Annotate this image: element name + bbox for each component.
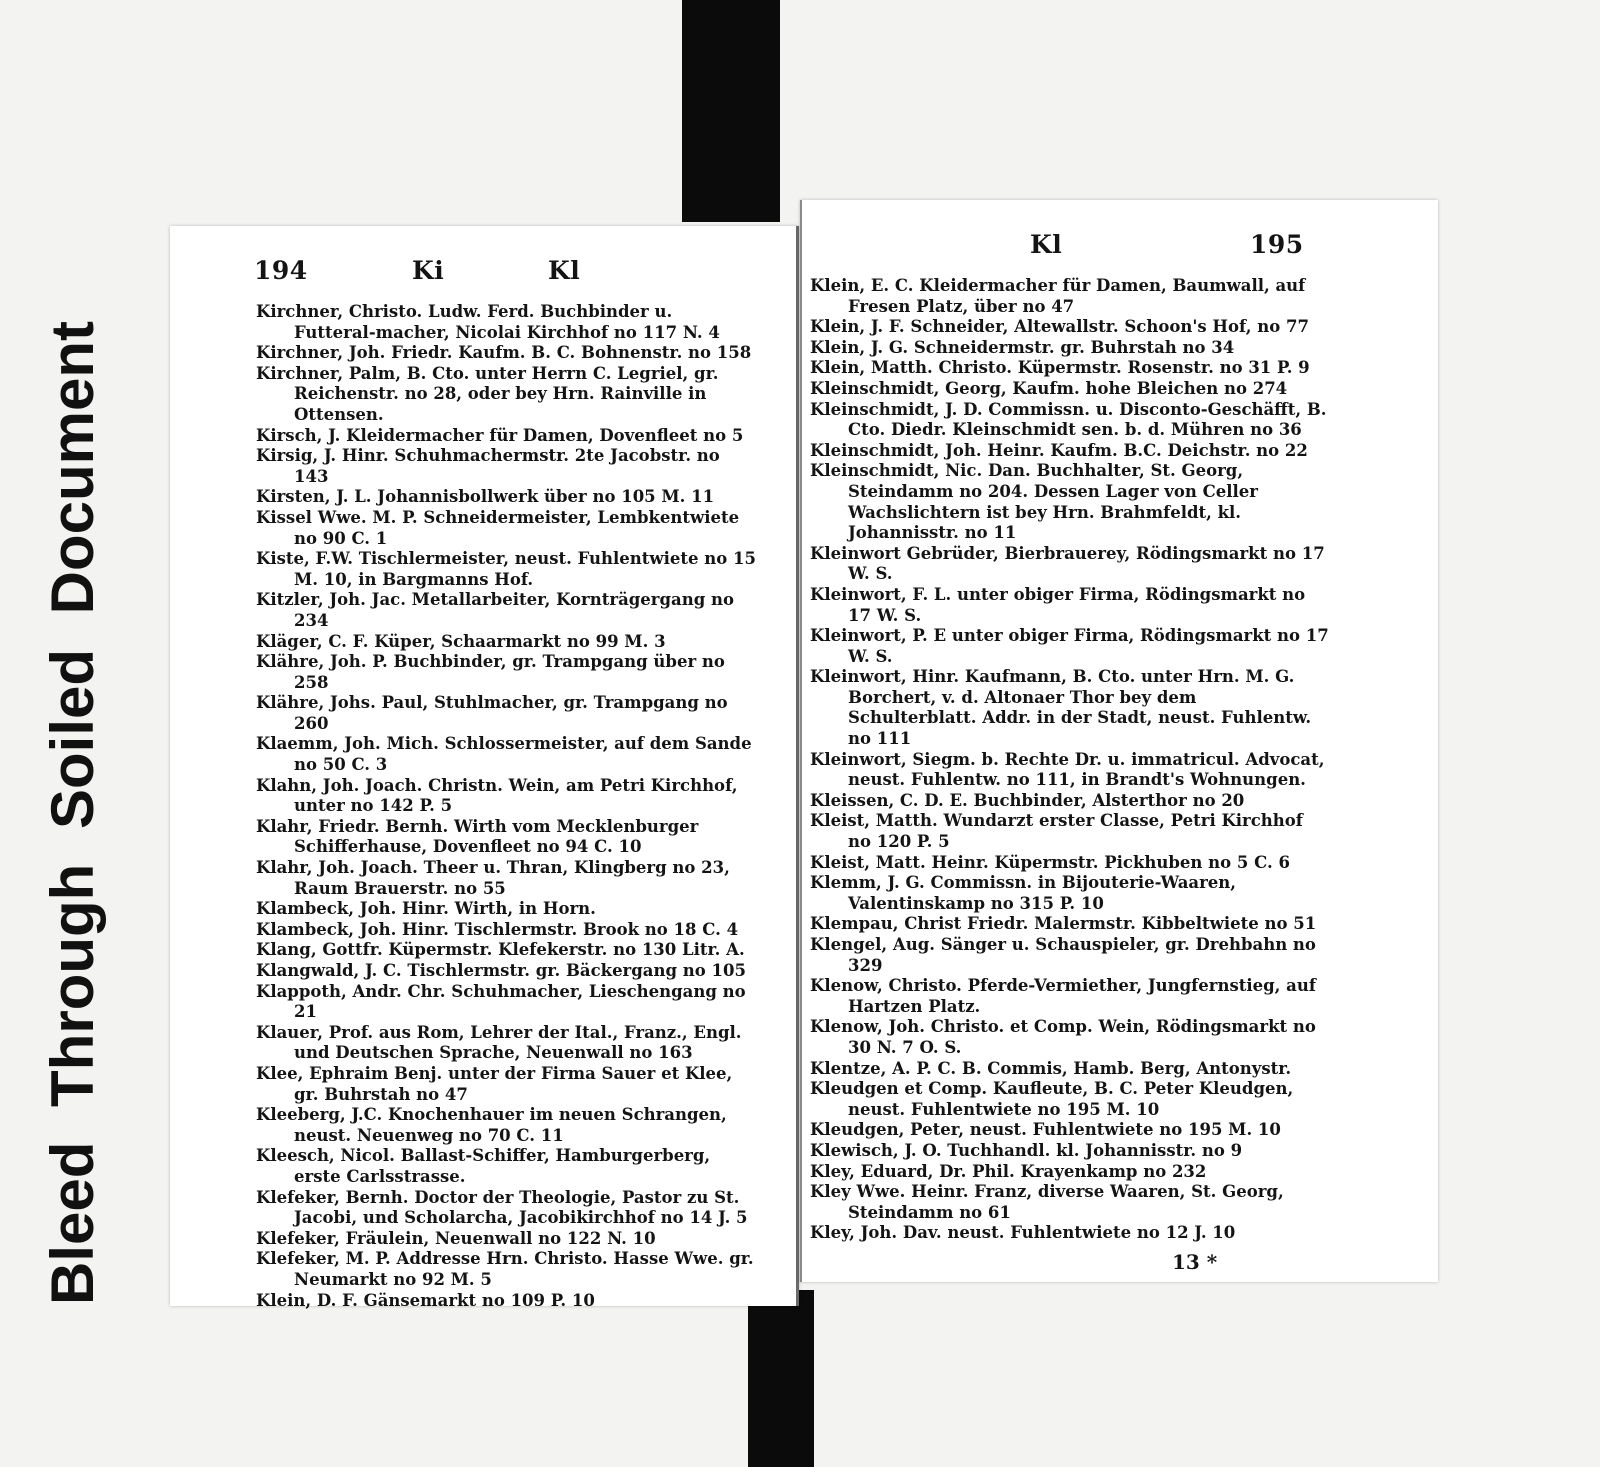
right-entry-list xyxy=(810,276,1330,1244)
directory-entry: Klambeck, Joh. Hinr. Wirth, in Horn. xyxy=(256,899,596,919)
directory-entry: Kleinwort, Siegm. b. Rechte Dr. u. immatricul. Advocat, neust. Fuhlentw. no 111, in Brandt's Wohnungen. xyxy=(810,749,1325,790)
directory-entry: Kleinwort, P. E unter obiger Firma, Rödingsmarkt no 17 W. S. xyxy=(810,626,1329,666)
directory-entry: Klengel, Aug. Sänger u. Schauspieler, gr. Drehbahn no 329 xyxy=(810,935,1316,975)
directory-entry: Kissel Wwe. M. P. Schneidermeister, Lembkentwiete no 90 C. 1 xyxy=(256,507,740,548)
directory-entry: Kley, Eduard, Dr. Phil. Krayenkamp no 232 xyxy=(810,1161,1207,1181)
directory-entry: Kirchner, Christo. Ludw. Ferd. Buchbinder u. Futteral-macher, Nicolai Kirchhof no 117 N. 4 xyxy=(256,302,720,342)
directory-entry: Klein, J. F. Schneider, Altewallstr. Schoon's Hof, no 77 xyxy=(810,317,1309,337)
page-number-right: 195 xyxy=(1250,230,1304,259)
directory-entry: Kirsch, J. Kleidermacher für Damen, Dovenfleet no 5 xyxy=(256,425,744,445)
running-head-right: Kl xyxy=(548,256,581,285)
directory-entry: Kleinschmidt, J. D. Commissn. u. Disconto-Geschäfft, B. Cto. Diedr. Kleinschmidt sen. b. d. Mühren no 36 xyxy=(810,399,1327,440)
directory-entry: Klein, E. C. Kleidermacher für Damen, Baumwall, auf Fresen Platz, über no 47 xyxy=(810,276,1306,316)
directory-entry: Klähre, Joh. P. Buchbinder, gr. Trampgang über no 258 xyxy=(256,652,725,692)
directory-entry: Klein, Matth. Christo. Küpermstr. Rosenstr. no 31 P. 9 xyxy=(810,358,1310,378)
directory-entry: Klähre, Johs. Paul, Stuhlmacher, gr. Trampgang no 260 xyxy=(256,693,728,733)
directory-entry: Klauer, Prof. aus Rom, Lehrer der Ital., Franz., Engl. und Deutschen Sprache, Neuenwall no 163 xyxy=(256,1022,742,1063)
directory-entry: Kley Wwe. Heinr. Franz, diverse Waaren, St. Georg, Steindamm no 61 xyxy=(810,1182,1284,1222)
directory-entry: Klee, Ephraim Benj. unter der Firma Sauer et Klee, gr. Buhrstah no 47 xyxy=(256,1063,733,1104)
directory-entry: Kläger, C. F. Küper, Schaarmarkt no 99 M. 3 xyxy=(256,631,666,651)
directory-entry: Kleist, Matth. Wundarzt erster Classe, Petri Kirchhof no 120 P. 5 xyxy=(810,811,1303,852)
directory-entry: Kleudgen et Comp. Kaufleute, B. C. Peter Kleudgen, neust. Fuhlentwiete no 195 M. 10 xyxy=(810,1079,1294,1119)
directory-entry: Klein, J. G. Schneidermstr. gr. Buhrstah no 34 xyxy=(810,337,1235,357)
directory-entry: Klaemm, Joh. Mich. Schlossermeister, auf dem Sande no 50 C. 3 xyxy=(256,734,752,775)
directory-entry: Klefeker, Bernh. Doctor der Theologie, Pastor zu St. Jacobi, und Scholarcha, Jacobikirchhof no 14 J. 5 xyxy=(256,1187,748,1228)
directory-entry: Klahr, Friedr. Bernh. Wirth vom Mecklenburger Schifferhause, Dovenfleet no 94 C. 10 xyxy=(256,816,699,857)
directory-entry: Klewisch, J. O. Tuchhandl. kl. Johannisstr. no 9 xyxy=(810,1140,1243,1160)
directory-entry: Kirchner, Joh. Friedr. Kaufm. B. C. Bohnenstr. no 158 xyxy=(256,343,752,363)
directory-entry: Kirchner, Palm, B. Cto. unter Herrn C. Legriel, gr. Reichenstr. no 28, oder bey Hrn. Rainville in Ottensen. xyxy=(256,363,719,424)
page-number-left: 194 xyxy=(254,256,308,285)
running-head-center: Kl xyxy=(1030,230,1063,259)
directory-entry: Kleist, Matt. Heinr. Küpermstr. Pickhuben no 5 C. 6 xyxy=(810,852,1290,872)
directory-entry: Klenow, Christo. Pferde-Vermiether, Jungfernstieg, auf Hartzen Platz. xyxy=(810,976,1316,1016)
binding-strip-top xyxy=(682,0,780,222)
directory-entry: Klempau, Christ Friedr. Malermstr. Kibbeltwiete no 51 xyxy=(810,914,1317,934)
directory-entry: Kiste, F.W. Tischlermeister, neust. Fuhlentwiete no 15 M. 10, in Bargmanns Hof. xyxy=(256,549,756,589)
directory-entry: Kirsten, J. L. Johannisbollwerk über no 105 M. 11 xyxy=(256,487,715,507)
directory-entry: Kleeberg, J.C. Knochenhauer im neuen Schrangen, neust. Neuenweg no 70 C. 11 xyxy=(256,1105,727,1145)
directory-entry: Kleinwort, F. L. unter obiger Firma, Rödingsmarkt no 17 W. S. xyxy=(810,584,1306,625)
left-entry-list xyxy=(256,302,756,1311)
right-page xyxy=(800,200,1438,1282)
directory-entry: Klang, Gottfr. Küpermstr. Klefekerstr. no 130 Litr. A. xyxy=(256,940,745,960)
directory-entry: Klentze, A. P. C. B. Commis, Hamb. Berg, Antonystr. xyxy=(810,1058,1292,1078)
directory-entry: Klappoth, Andr. Chr. Schuhmacher, Lieschengang no 21 xyxy=(256,981,746,1022)
directory-entry: Klambeck, Joh. Hinr. Tischlermstr. Brook no 18 C. 4 xyxy=(256,919,739,939)
directory-entry: Klefeker, M. P. Addresse Hrn. Christo. Hasse Wwe. gr. Neumarkt no 92 M. 5 xyxy=(256,1249,754,1289)
directory-entry: Klahr, Joh. Joach. Theer u. Thran, Klingberg no 23, Raum Brauerstr. no 55 xyxy=(256,858,730,898)
directory-entry: Kitzler, Joh. Jac. Metallarbeiter, Kornträgergang no 234 xyxy=(256,590,734,630)
directory-entry: Klangwald, J. C. Tischlermstr. gr. Bäckergang no 105 xyxy=(256,961,746,980)
running-head-left: Ki xyxy=(412,256,445,285)
signature-mark: 13 * xyxy=(1172,1250,1218,1274)
directory-entry: Kleesch, Nicol. Ballast-Schiffer, Hamburgerberg, erste Carlsstrasse. xyxy=(256,1146,711,1186)
directory-entry: Kleinschmidt, Joh. Heinr. Kaufm. B.C. Deichstr. no 22 xyxy=(810,440,1308,460)
right-page-header xyxy=(802,230,1438,270)
directory-entry: Kleinwort, Hinr. Kaufmann, B. Cto. unter Hrn. M. G. Borchert, v. d. Altonaer Thor bey dem Schulterblatt. Addr. in der Stadt, neust. Fuhlentw. no 111 xyxy=(810,667,1312,749)
directory-entry: Kleudgen, Peter, neust. Fuhlentwiete no 195 M. 10 xyxy=(810,1120,1281,1140)
directory-entry: Klein, D. F. Gänsemarkt no 109 P. 10 xyxy=(256,1290,595,1310)
directory-entry: Kleinschmidt, Nic. Dan. Buchhalter, St. Georg, Steindamm no 204. Dessen Lager von Celler Wachslichtern ist bey Hrn. Brahmfeldt, kl. Johannisstr. no 11 xyxy=(810,461,1258,543)
directory-entry: Klefeker, Fräulein, Neuenwall no 122 N. 10 xyxy=(256,1228,656,1248)
directory-entry: Klemm, J. G. Commissn. in Bijouterie-Waaren, Valentinskamp no 315 P. 10 xyxy=(810,873,1237,913)
left-page-header xyxy=(170,256,796,296)
bleed-through-label: Bleed Through Soiled Document xyxy=(39,320,106,1305)
directory-entry: Kirsig, J. Hinr. Schuhmachermstr. 2te Jacobstr. no 143 xyxy=(256,446,720,486)
directory-entry: Kleissen, C. D. E. Buchbinder, Alsterthor no 20 xyxy=(810,790,1245,810)
directory-entry: Klahn, Joh. Joach. Christn. Wein, am Petri Kirchhof, unter no 142 P. 5 xyxy=(256,775,738,816)
directory-entry: Kley, Joh. Dav. neust. Fuhlentwiete no 12 J. 10 xyxy=(810,1223,1236,1243)
binding-strip-bottom xyxy=(748,1290,814,1467)
left-page xyxy=(170,226,799,1310)
directory-entry: Klenow, Joh. Christo. et Comp. Wein, Rödingsmarkt no 30 N. 7 O. S. xyxy=(810,1017,1316,1057)
directory-entry: Kleinwort Gebrüder, Bierbrauerey, Rödingsmarkt no 17 W. S. xyxy=(810,543,1325,584)
directory-entry: Kleinschmidt, Georg, Kaufm. hohe Bleichen no 274 xyxy=(810,378,1288,398)
